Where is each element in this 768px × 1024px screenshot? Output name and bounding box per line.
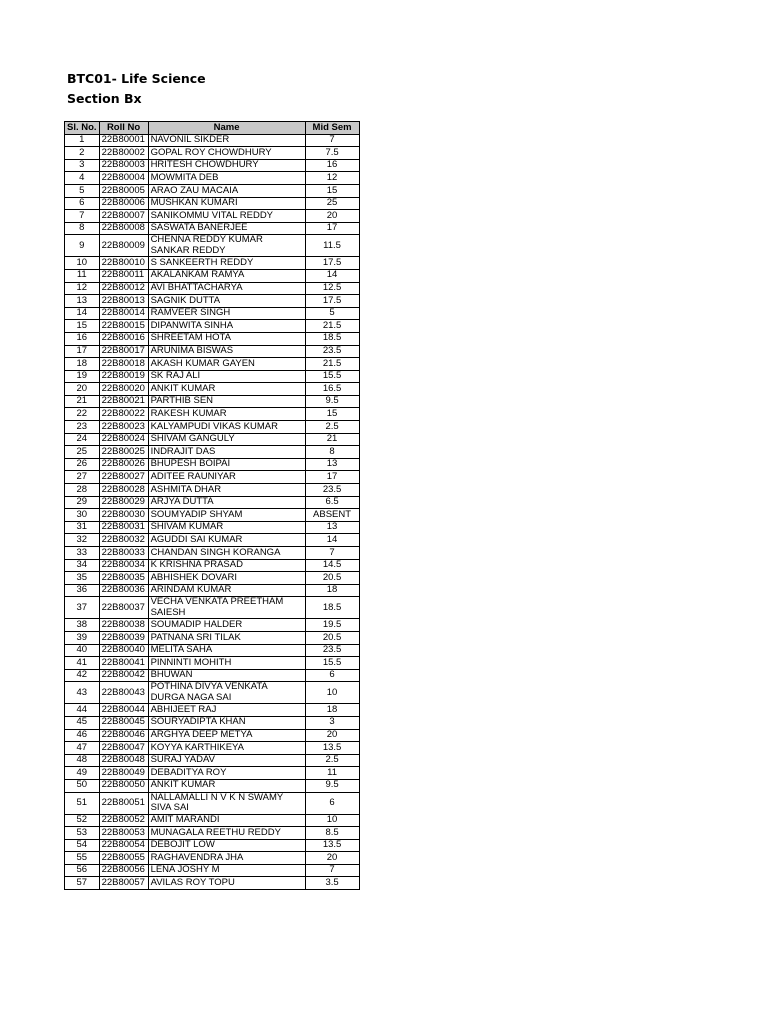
table-row — [65, 716, 360, 729]
cell-mid-sem: 8 — [305, 446, 359, 459]
column-header-mid-sem: Mid Sem — [305, 122, 359, 135]
cell-sl-no: 13 — [65, 295, 100, 308]
cell-sl-no: 29 — [65, 496, 100, 509]
cell-roll-no: 22B80014 — [99, 307, 148, 320]
marks-table — [64, 121, 360, 890]
cell-mid-sem: 14.5 — [305, 559, 359, 572]
cell-mid-sem: 18.5 — [305, 597, 359, 619]
cell-name: ABHIJEET RAJ — [148, 704, 305, 717]
cell-roll-no: 22B80050 — [99, 779, 148, 792]
table-row — [65, 767, 360, 780]
cell-roll-no: 22B80013 — [99, 295, 148, 308]
cell-sl-no: 48 — [65, 754, 100, 767]
cell-roll-no: 22B80049 — [99, 767, 148, 780]
cell-name: AMIT MARANDI — [148, 814, 305, 827]
cell-sl-no: 56 — [65, 864, 100, 877]
cell-mid-sem: 12.5 — [305, 282, 359, 295]
cell-mid-sem: 20.5 — [305, 572, 359, 585]
table-row — [65, 320, 360, 333]
cell-roll-no: 22B80041 — [99, 657, 148, 670]
cell-sl-no: 28 — [65, 484, 100, 497]
cell-roll-no: 22B80015 — [99, 320, 148, 333]
cell-roll-no: 22B80012 — [99, 282, 148, 295]
cell-sl-no: 55 — [65, 852, 100, 865]
cell-mid-sem: 23.5 — [305, 484, 359, 497]
cell-sl-no: 17 — [65, 345, 100, 358]
cell-roll-no: 22B80003 — [99, 159, 148, 172]
cell-mid-sem: 16 — [305, 159, 359, 172]
table-row — [65, 345, 360, 358]
cell-sl-no: 33 — [65, 547, 100, 560]
cell-name: POTHINA DIVYA VENKATA DURGA NAGA SAI — [148, 682, 305, 704]
table-row — [65, 295, 360, 308]
cell-sl-no: 47 — [65, 742, 100, 755]
cell-name: SHIVAM KUMAR — [148, 521, 305, 534]
cell-roll-no: 22B80055 — [99, 852, 148, 865]
cell-sl-no: 42 — [65, 669, 100, 682]
cell-roll-no: 22B80034 — [99, 559, 148, 572]
cell-roll-no: 22B80035 — [99, 572, 148, 585]
table-row — [65, 358, 360, 371]
cell-roll-no: 22B80010 — [99, 257, 148, 270]
cell-name: S SANKEERTH REDDY — [148, 257, 305, 270]
cell-roll-no: 22B80048 — [99, 754, 148, 767]
cell-sl-no: 50 — [65, 779, 100, 792]
table-row — [65, 484, 360, 497]
cell-name: LENA JOSHY M — [148, 864, 305, 877]
table-row — [65, 547, 360, 560]
cell-sl-no: 24 — [65, 433, 100, 446]
section-title: Section Bx — [67, 91, 142, 106]
cell-name: RAKESH KUMAR — [148, 408, 305, 421]
cell-roll-no: 22B80040 — [99, 644, 148, 657]
table-row — [65, 704, 360, 717]
cell-name: SK RAJ ALI — [148, 370, 305, 383]
cell-sl-no: 54 — [65, 839, 100, 852]
cell-name: AKASH KUMAR GAYEN — [148, 358, 305, 371]
cell-roll-no: 22B80043 — [99, 682, 148, 704]
cell-name: ARUNIMA BISWAS — [148, 345, 305, 358]
table-row — [65, 631, 360, 644]
cell-roll-no: 22B80045 — [99, 716, 148, 729]
cell-sl-no: 53 — [65, 827, 100, 840]
cell-roll-no: 22B80026 — [99, 458, 148, 471]
cell-sl-no: 27 — [65, 471, 100, 484]
cell-roll-no: 22B80054 — [99, 839, 148, 852]
cell-name: INDRAJIT DAS — [148, 446, 305, 459]
cell-roll-no: 22B80028 — [99, 484, 148, 497]
cell-roll-no: 22B80029 — [99, 496, 148, 509]
cell-sl-no: 38 — [65, 619, 100, 632]
cell-sl-no: 21 — [65, 395, 100, 408]
table-row — [65, 742, 360, 755]
cell-roll-no: 22B80001 — [99, 134, 148, 147]
cell-sl-no: 22 — [65, 408, 100, 421]
table-row — [65, 864, 360, 877]
cell-roll-no: 22B80004 — [99, 172, 148, 185]
cell-sl-no: 14 — [65, 307, 100, 320]
table-row — [65, 458, 360, 471]
cell-sl-no: 5 — [65, 184, 100, 197]
cell-mid-sem: 3 — [305, 716, 359, 729]
cell-mid-sem: 13 — [305, 458, 359, 471]
cell-sl-no: 16 — [65, 332, 100, 345]
cell-mid-sem: 2.5 — [305, 421, 359, 434]
cell-sl-no: 51 — [65, 792, 100, 814]
cell-name: ABHISHEK DOVARI — [148, 572, 305, 585]
table-row — [65, 496, 360, 509]
cell-roll-no: 22B80024 — [99, 433, 148, 446]
table-row — [65, 669, 360, 682]
table-row — [65, 172, 360, 185]
cell-roll-no: 22B80031 — [99, 521, 148, 534]
cell-sl-no: 20 — [65, 383, 100, 396]
table-row — [65, 421, 360, 434]
cell-sl-no: 57 — [65, 877, 100, 890]
cell-sl-no: 4 — [65, 172, 100, 185]
table-row — [65, 147, 360, 160]
cell-mid-sem: 17.5 — [305, 257, 359, 270]
cell-roll-no: 22B80022 — [99, 408, 148, 421]
cell-name: BHUPESH BOIPAI — [148, 458, 305, 471]
cell-roll-no: 22B80051 — [99, 792, 148, 814]
cell-name: BHUWAN — [148, 669, 305, 682]
table-row — [65, 534, 360, 547]
cell-name: SURAJ YADAV — [148, 754, 305, 767]
table-row — [65, 269, 360, 282]
cell-mid-sem: 12 — [305, 172, 359, 185]
cell-name: NALLAMALLI N V K N SWAMY SIVA SAI — [148, 792, 305, 814]
cell-mid-sem: 8.5 — [305, 827, 359, 840]
cell-roll-no: 22B80057 — [99, 877, 148, 890]
table-row — [65, 210, 360, 223]
table-row — [65, 682, 360, 704]
table-row — [65, 282, 360, 295]
cell-sl-no: 32 — [65, 534, 100, 547]
table-row — [65, 370, 360, 383]
cell-mid-sem: 25 — [305, 197, 359, 210]
table-row — [65, 408, 360, 421]
cell-roll-no: 22B80011 — [99, 269, 148, 282]
cell-name: RAMVEER SINGH — [148, 307, 305, 320]
cell-roll-no: 22B80021 — [99, 395, 148, 408]
cell-name: ARJYA DUTTA — [148, 496, 305, 509]
cell-sl-no: 46 — [65, 729, 100, 742]
cell-sl-no: 18 — [65, 358, 100, 371]
column-header-name: Name — [148, 122, 305, 135]
cell-mid-sem: 6.5 — [305, 496, 359, 509]
table-row — [65, 814, 360, 827]
cell-roll-no: 22B80046 — [99, 729, 148, 742]
cell-name: MOWMITA DEB — [148, 172, 305, 185]
cell-roll-no: 22B80016 — [99, 332, 148, 345]
table-row — [65, 446, 360, 459]
cell-mid-sem: 14 — [305, 534, 359, 547]
cell-mid-sem: 7 — [305, 134, 359, 147]
table-row — [65, 307, 360, 320]
cell-name: MUSHKAN KUMARI — [148, 197, 305, 210]
cell-mid-sem: 16.5 — [305, 383, 359, 396]
cell-name: AVI BHATTACHARYA — [148, 282, 305, 295]
cell-sl-no: 7 — [65, 210, 100, 223]
cell-sl-no: 2 — [65, 147, 100, 160]
cell-roll-no: 22B80038 — [99, 619, 148, 632]
cell-mid-sem: 13.5 — [305, 839, 359, 852]
table-row — [65, 222, 360, 235]
cell-mid-sem: 6 — [305, 669, 359, 682]
cell-mid-sem: 7.5 — [305, 147, 359, 160]
cell-name: ARGHYA DEEP METYA — [148, 729, 305, 742]
table-row — [65, 471, 360, 484]
cell-mid-sem: 2.5 — [305, 754, 359, 767]
cell-mid-sem: 21.5 — [305, 358, 359, 371]
cell-name: SOURYADIPTA KHAN — [148, 716, 305, 729]
cell-mid-sem: 9.5 — [305, 395, 359, 408]
table-row — [65, 619, 360, 632]
table-row — [65, 792, 360, 814]
table-row — [65, 521, 360, 534]
table-row — [65, 779, 360, 792]
cell-roll-no: 22B80036 — [99, 584, 148, 597]
cell-name: SOUMADIP HALDER — [148, 619, 305, 632]
cell-mid-sem: 11.5 — [305, 235, 359, 257]
cell-mid-sem: 17 — [305, 471, 359, 484]
cell-sl-no: 37 — [65, 597, 100, 619]
cell-mid-sem: 13 — [305, 521, 359, 534]
cell-sl-no: 30 — [65, 509, 100, 522]
cell-mid-sem: 9.5 — [305, 779, 359, 792]
cell-mid-sem: 18 — [305, 704, 359, 717]
cell-roll-no: 22B80030 — [99, 509, 148, 522]
table-row — [65, 184, 360, 197]
cell-mid-sem: 5 — [305, 307, 359, 320]
cell-name: HRITESH CHOWDHURY — [148, 159, 305, 172]
cell-sl-no: 25 — [65, 446, 100, 459]
cell-name: SASWATA BANERJEE — [148, 222, 305, 235]
cell-name: AKALANKAM RAMYA — [148, 269, 305, 282]
cell-mid-sem: 20.5 — [305, 631, 359, 644]
cell-roll-no: 22B80027 — [99, 471, 148, 484]
table-row — [65, 197, 360, 210]
cell-sl-no: 39 — [65, 631, 100, 644]
table-row — [65, 257, 360, 270]
cell-name: GOPAL ROY CHOWDHURY — [148, 147, 305, 160]
cell-name: PATNANA SRI TILAK — [148, 631, 305, 644]
cell-name: KALYAMPUDI VIKAS KUMAR — [148, 421, 305, 434]
table-row — [65, 584, 360, 597]
cell-sl-no: 6 — [65, 197, 100, 210]
cell-roll-no: 22B80017 — [99, 345, 148, 358]
table-row — [65, 433, 360, 446]
cell-mid-sem: 11 — [305, 767, 359, 780]
cell-name: DIPANWITA SINHA — [148, 320, 305, 333]
cell-sl-no: 23 — [65, 421, 100, 434]
cell-name: SHIVAM GANGULY — [148, 433, 305, 446]
cell-name: ANKIT KUMAR — [148, 779, 305, 792]
cell-sl-no: 36 — [65, 584, 100, 597]
cell-roll-no: 22B80044 — [99, 704, 148, 717]
table-row — [65, 559, 360, 572]
cell-roll-no: 22B80052 — [99, 814, 148, 827]
cell-roll-no: 22B80019 — [99, 370, 148, 383]
cell-mid-sem: ABSENT — [305, 509, 359, 522]
cell-roll-no: 22B80053 — [99, 827, 148, 840]
page-title: BTC01- Life Science — [67, 71, 206, 86]
cell-roll-no: 22B80025 — [99, 446, 148, 459]
table-row — [65, 827, 360, 840]
cell-mid-sem: 10 — [305, 814, 359, 827]
cell-name: SOUMYADIP SHYAM — [148, 509, 305, 522]
table-row — [65, 852, 360, 865]
table-row — [65, 332, 360, 345]
cell-name: MUNAGALA REETHU REDDY — [148, 827, 305, 840]
table-body — [65, 134, 360, 889]
cell-sl-no: 19 — [65, 370, 100, 383]
column-header-sl-no: Sl. No. — [65, 122, 100, 135]
table-header-row — [65, 122, 360, 135]
cell-sl-no: 43 — [65, 682, 100, 704]
cell-mid-sem: 15.5 — [305, 657, 359, 670]
cell-name: AVILAS ROY TOPU — [148, 877, 305, 890]
table-row — [65, 383, 360, 396]
table-row — [65, 877, 360, 890]
cell-name: ANKIT KUMAR — [148, 383, 305, 396]
cell-roll-no: 22B80033 — [99, 547, 148, 560]
cell-mid-sem: 21.5 — [305, 320, 359, 333]
cell-name: ARINDAM KUMAR — [148, 584, 305, 597]
cell-roll-no: 22B80037 — [99, 597, 148, 619]
cell-sl-no: 45 — [65, 716, 100, 729]
table-row — [65, 597, 360, 619]
table-row — [65, 729, 360, 742]
cell-sl-no: 12 — [65, 282, 100, 295]
cell-name: RAGHAVENDRA JHA — [148, 852, 305, 865]
table-row — [65, 235, 360, 257]
cell-roll-no: 22B80009 — [99, 235, 148, 257]
cell-name: CHENNA REDDY KUMAR SANKAR REDDY — [148, 235, 305, 257]
cell-mid-sem: 21 — [305, 433, 359, 446]
cell-mid-sem: 10 — [305, 682, 359, 704]
cell-sl-no: 49 — [65, 767, 100, 780]
cell-name: ASHMITA DHAR — [148, 484, 305, 497]
cell-mid-sem: 18.5 — [305, 332, 359, 345]
cell-mid-sem: 23.5 — [305, 644, 359, 657]
cell-mid-sem: 15.5 — [305, 370, 359, 383]
table-row — [65, 657, 360, 670]
table-row — [65, 159, 360, 172]
cell-mid-sem: 20 — [305, 729, 359, 742]
cell-sl-no: 11 — [65, 269, 100, 282]
table-row — [65, 839, 360, 852]
cell-sl-no: 31 — [65, 521, 100, 534]
cell-mid-sem: 13.5 — [305, 742, 359, 755]
cell-sl-no: 26 — [65, 458, 100, 471]
cell-mid-sem: 17 — [305, 222, 359, 235]
cell-mid-sem: 20 — [305, 210, 359, 223]
cell-sl-no: 40 — [65, 644, 100, 657]
cell-roll-no: 22B80039 — [99, 631, 148, 644]
cell-roll-no: 22B80032 — [99, 534, 148, 547]
table-row — [65, 509, 360, 522]
cell-roll-no: 22B80042 — [99, 669, 148, 682]
cell-mid-sem: 7 — [305, 547, 359, 560]
cell-name: CHANDAN SINGH KORANGA — [148, 547, 305, 560]
cell-sl-no: 35 — [65, 572, 100, 585]
cell-name: AGUDDI SAI KUMAR — [148, 534, 305, 547]
cell-name: SHREETAM HOTA — [148, 332, 305, 345]
cell-mid-sem: 19.5 — [305, 619, 359, 632]
cell-mid-sem: 3.5 — [305, 877, 359, 890]
table-row — [65, 395, 360, 408]
cell-name: NAVONIL SIKDER — [148, 134, 305, 147]
cell-name: DEBADITYA ROY — [148, 767, 305, 780]
cell-name: SANIKOMMU VITAL REDDY — [148, 210, 305, 223]
cell-name: ADITEE RAUNIYAR — [148, 471, 305, 484]
table-row — [65, 572, 360, 585]
cell-roll-no: 22B80002 — [99, 147, 148, 160]
cell-roll-no: 22B80047 — [99, 742, 148, 755]
cell-roll-no: 22B80005 — [99, 184, 148, 197]
cell-sl-no: 9 — [65, 235, 100, 257]
table-row — [65, 754, 360, 767]
cell-sl-no: 41 — [65, 657, 100, 670]
cell-mid-sem: 20 — [305, 852, 359, 865]
cell-sl-no: 15 — [65, 320, 100, 333]
cell-name: MELITA SAHA — [148, 644, 305, 657]
cell-sl-no: 34 — [65, 559, 100, 572]
column-header-roll-no: Roll No — [99, 122, 148, 135]
cell-name: SAGNIK DUTTA — [148, 295, 305, 308]
cell-roll-no: 22B80018 — [99, 358, 148, 371]
cell-sl-no: 1 — [65, 134, 100, 147]
cell-name: PARTHIB SEN — [148, 395, 305, 408]
cell-roll-no: 22B80023 — [99, 421, 148, 434]
cell-roll-no: 22B80008 — [99, 222, 148, 235]
cell-roll-no: 22B80006 — [99, 197, 148, 210]
cell-mid-sem: 14 — [305, 269, 359, 282]
cell-sl-no: 8 — [65, 222, 100, 235]
cell-sl-no: 44 — [65, 704, 100, 717]
cell-name: PINNINTI MOHITH — [148, 657, 305, 670]
cell-mid-sem: 23.5 — [305, 345, 359, 358]
cell-mid-sem: 17.5 — [305, 295, 359, 308]
table-row — [65, 134, 360, 147]
cell-name: DEBOJIT LOW — [148, 839, 305, 852]
cell-mid-sem: 18 — [305, 584, 359, 597]
cell-sl-no: 10 — [65, 257, 100, 270]
cell-mid-sem: 15 — [305, 184, 359, 197]
cell-mid-sem: 6 — [305, 792, 359, 814]
cell-roll-no: 22B80007 — [99, 210, 148, 223]
cell-name: ARAO ZAU MACAIA — [148, 184, 305, 197]
cell-mid-sem: 15 — [305, 408, 359, 421]
table-row — [65, 644, 360, 657]
cell-name: K KRISHNA PRASAD — [148, 559, 305, 572]
cell-name: KOYYA KARTHIKEYA — [148, 742, 305, 755]
cell-name: VECHA VENKATA PREETHAM SAIESH — [148, 597, 305, 619]
cell-sl-no: 52 — [65, 814, 100, 827]
cell-roll-no: 22B80020 — [99, 383, 148, 396]
cell-sl-no: 3 — [65, 159, 100, 172]
cell-roll-no: 22B80056 — [99, 864, 148, 877]
cell-mid-sem: 7 — [305, 864, 359, 877]
